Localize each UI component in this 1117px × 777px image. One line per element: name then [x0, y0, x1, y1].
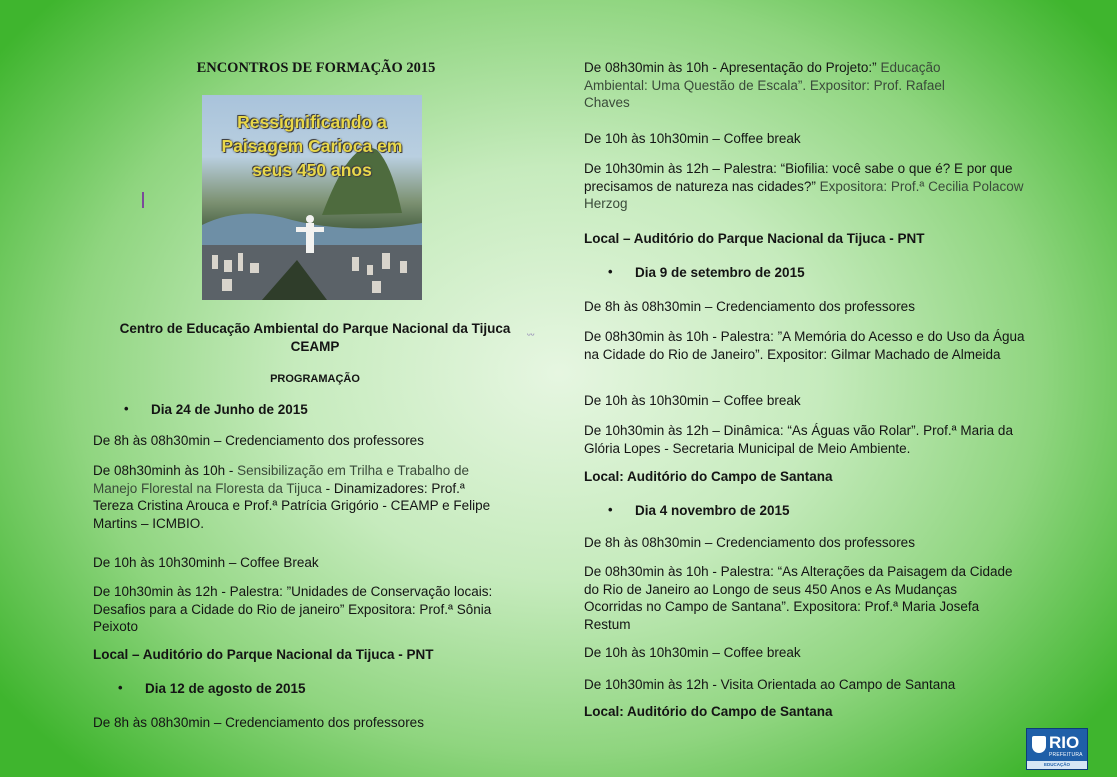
day-4-item-1: De 8h às 08h30min – Credenciamento dos professores	[584, 535, 915, 550]
day-1-item-4: De 10h30min às 12h - Palestra: ”Unidades de Conservação locais: Desafios para a Cidade do Rio de janeiro” Expositora: Prof.ª Sônia Peixoto	[93, 584, 493, 634]
day-4-item-2: De 08h30min às 10h - Palestra: “As Alterações da Paisagem da Cidade do Rio de Janeiro ao Longo de seus 450 Anos e As Mudanças Ocorridas no Campo de Santana”. Expositora: Prof.ª Maria Josefa Restum	[584, 564, 1013, 632]
poster-title-line-1: Ressignificando a	[237, 112, 387, 132]
day-4-item-3: De 10h às 10h30min – Coffee break	[584, 645, 801, 660]
program-heading: PROGRAMAÇÃO	[270, 373, 360, 385]
organizer-name	[90, 320, 540, 356]
day-3-heading	[608, 264, 805, 280]
day-2-item-3: De 10h às 10h30min – Coffee break	[584, 131, 801, 146]
bullet-icon: •	[608, 264, 613, 279]
logo-strip-text: EDUCAÇÃO	[1043, 762, 1070, 767]
day-2-item-4: De 10h30min às 12h – Palestra: “Biofilia: você sabe o que é? E por que precisamos de natureza nas cidades?” Expositora: Prof.ª Cecilia Polacow Herzog	[584, 161, 1024, 211]
day-2-item-2: De 08h30min às 10h - Apresentação do Projeto:” Educação Ambiental: Uma Questão de Escala”. Expositor: Prof. Rafael Chaves	[584, 60, 945, 110]
day-3-item-3: De 10h às 10h30min – Coffee break	[584, 393, 801, 408]
bullet-icon: •	[124, 401, 129, 416]
day-3-item-4: De 10h30min às 12h – Dinâmica: “As Águas vão Rolar”. Prof.ª Maria da Glória Lopes - Secretaria Municipal de Meio Ambiente.	[584, 423, 1013, 456]
poster-title-line-3: seus 450 anos	[252, 160, 372, 180]
poster-image	[202, 95, 422, 300]
day-3-location: Local: Auditório do Campo de Santana	[584, 469, 833, 484]
logo-strip	[1027, 761, 1087, 769]
day-3-label: Dia 9 de setembro de 2015	[635, 265, 805, 280]
city-crest-icon	[1032, 736, 1046, 753]
bullet-icon: •	[608, 502, 613, 517]
poster-title-line-2: Paisagem Carioca em	[221, 136, 403, 156]
day-4-item-4: De 10h30min às 12h - Visita Orientada ao Campo de Santana	[584, 677, 956, 692]
logo-brand-text: RIO	[1049, 733, 1080, 752]
day-2-label: Dia 12 de agosto de 2015	[145, 681, 306, 696]
rio-prefeitura-logo	[1026, 728, 1088, 770]
day-3-item-1: De 8h às 08h30min – Credenciamento dos professores	[584, 299, 915, 314]
document-title: ENCONTROS DE FORMAÇÃO 2015	[196, 60, 436, 76]
day-1-item-2: De 08h30minh às 10h - Sensibilização em Trilha e Trabalho de Manejo Florestal na Floresta da Tijuca - Dinamizadores: Prof.ª Tereza Cristina Arouca e Prof.ª Patrícia Grigório - CEAMP e Felipe Martins – ICMBIO.	[93, 463, 491, 531]
day-1-item-3: De 10h às 10h30minh – Coffee Break	[93, 555, 319, 570]
day-1-item-1: De 8h às 08h30min – Credenciamento dos professores	[93, 433, 424, 448]
spellcheck-mark: ᵕᵕ	[527, 330, 535, 341]
bullet-icon: •	[118, 680, 123, 695]
text-cursor	[142, 192, 144, 208]
day-2-item-1: De 8h às 08h30min – Credenciamento dos professores	[93, 715, 424, 730]
day-3-item-2: De 08h30min às 10h - Palestra: ”A Memória do Acesso e do Uso da Água na Cidade do Rio de Janeiro”. Expositor: Gilmar Machado de Almeida	[584, 329, 1025, 362]
day-1-heading	[124, 401, 308, 417]
day-1-location: Local – Auditório do Parque Nacional da Tijuca - PNT	[93, 647, 434, 662]
day-4-label: Dia 4 novembro de 2015	[635, 503, 790, 518]
day-1-label: Dia 24 de Junho de 2015	[151, 402, 308, 417]
day-2-heading	[118, 680, 306, 696]
day-4-heading	[608, 502, 790, 518]
day-2-location: Local – Auditório do Parque Nacional da Tijuca - PNT	[584, 231, 925, 246]
logo-sub-text: PREFEITURA	[1049, 752, 1083, 758]
organizer-name-line-2: CEAMP	[290, 339, 340, 354]
organizer-name-line-1: Centro de Educação Ambiental do Parque Nacional da Tijuca	[119, 321, 511, 336]
day-4-location: Local: Auditório do Campo de Santana	[584, 704, 833, 719]
